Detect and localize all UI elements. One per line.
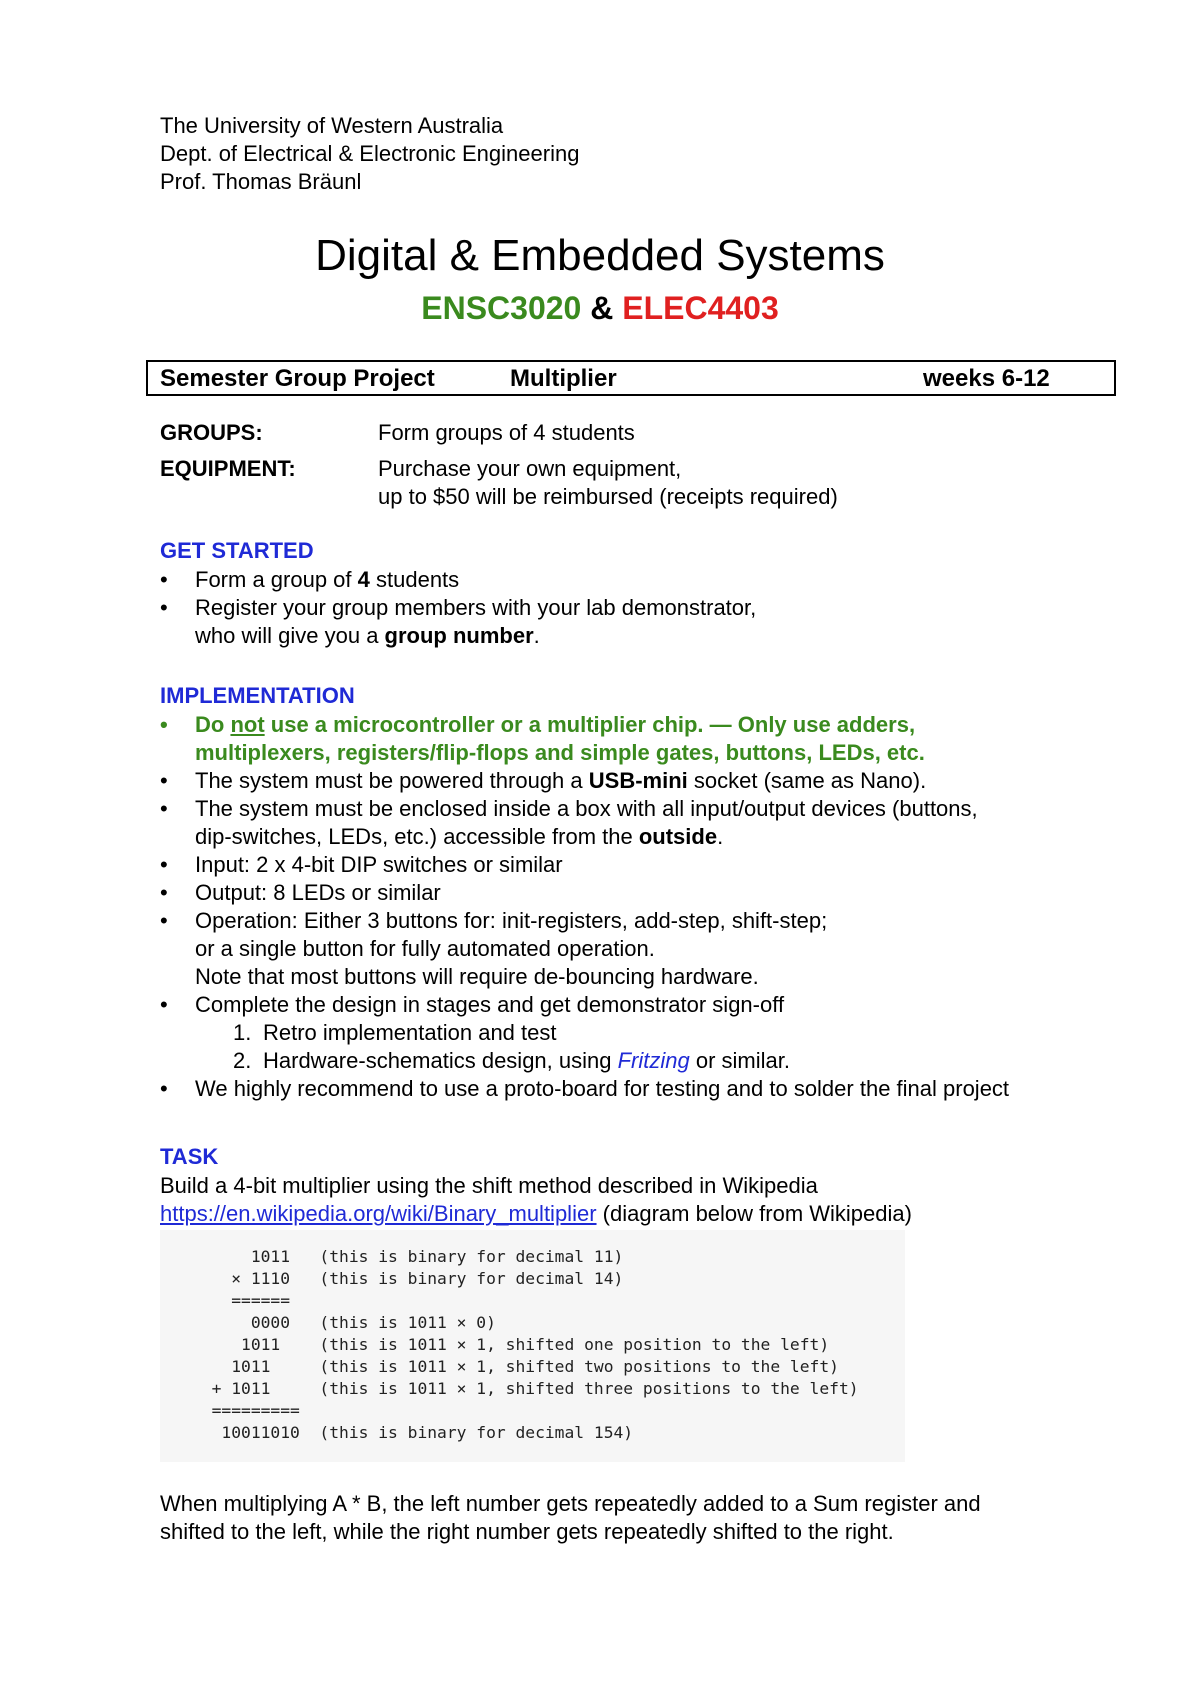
unit-codes [0,288,1200,328]
code-line: ========= [192,1401,300,1420]
get-started-list [160,566,1120,650]
code-line: + 1011 (this is 1011 × 1, shifted three positions to the left) [192,1379,859,1398]
groups-label: GROUPS: [160,420,263,445]
project-label: Semester Group Project [160,365,435,392]
unit-code-separator: & [590,290,614,326]
list-item: • Output: 8 LEDs or similar [160,879,1120,907]
code-diagram [160,1230,905,1462]
department-name: Dept. of Electrical & Electronic Engineering [160,141,580,166]
page-title: Digital & Embedded Systems [315,231,885,280]
binary-multiplication-diagram [192,1246,859,1444]
list-item: • We highly recommend to use a proto-board for testing and to solder the final project [160,1075,1120,1103]
equipment-value [378,455,838,511]
groups-value: Form groups of 4 students [378,420,635,445]
code-line: ====== [192,1291,291,1310]
list-item: • Operation: Either 3 buttons for: init-registers, add-step, shift-step; or a single button for fully automated operation. Note that most buttons will require de-bouncing hardware. [160,907,1120,991]
implementation-list [160,711,1120,1103]
list-item: • Register your group members with your lab demonstrator, who will give you a group number. [160,594,1120,650]
project-banner [146,360,1116,396]
task-link-line: https://en.wikipedia.org/wiki/Binary_multiplier (diagram below from Wikipedia) [160,1201,912,1226]
list-item: • Complete the design in stages and get demonstrator sign-off 1. Retro implementation and test 2. Hardware-schematics design, using Fritzing or similar. [160,991,1120,1075]
university-name: The University of Western Australia [160,113,504,138]
list-item: • Input: 2 x 4-bit DIP switches or similar [160,851,1120,879]
sub-list [195,1019,1120,1075]
code-line: 10011010 (this is binary for decimal 154) [192,1423,634,1442]
unit-code-elec: ELEC4403 [622,290,779,326]
professor-name: Prof. Thomas Bräunl [160,169,362,194]
code-line: 1011 (this is binary for decimal 11) [192,1247,624,1266]
project-name: Multiplier [510,365,617,392]
code-line: 1011 (this is 1011 × 1, shifted two positions to the left) [192,1357,839,1376]
sub-list-item: 1. Retro implementation and test [233,1020,557,1045]
equipment-line-2: up to $50 will be reimbursed (receipts required) [378,484,838,509]
list-item: • The system must be enclosed inside a box with all input/output devices (buttons, dip-switches, LEDs, etc.) accessible from the outside. [160,795,1120,851]
task-heading: TASK [160,1144,219,1169]
list-item: • The system must be powered through a USB-mini socket (same as Nano). [160,767,1120,795]
task-description: Build a 4-bit multiplier using the shift method described in Wikipedia [160,1173,818,1198]
code-line: 1011 (this is 1011 × 1, shifted one position to the left) [192,1335,830,1354]
implementation-heading: IMPLEMENTATION [160,683,355,708]
equipment-label: EQUIPMENT: [160,456,296,481]
list-item: • Do not use a microcontroller or a multiplier chip. — Only use adders, multiplexers, registers/flip-flops and simple gates, buttons, LEDs, etc. [160,711,1120,767]
unit-code-ensc: ENSC3020 [421,290,582,326]
task-paragraph: When multiplying A * B, the left number gets repeatedly added to a Sum register and shifted to the left, while the right number gets repeatedly shifted to the right. [160,1491,981,1544]
institution-header [160,112,579,196]
code-line: × 1110 (this is binary for decimal 14) [192,1269,624,1288]
wikipedia-link[interactable]: https://en.wikipedia.org/wiki/Binary_multiplier [160,1201,597,1226]
project-weeks: weeks 6-12 [923,365,1050,392]
list-item: • Form a group of 4 students [160,566,1120,594]
equipment-line-1: Purchase your own equipment, [378,456,682,481]
sub-list-item: 2. Hardware-schematics design, using Fritzing or similar. [233,1048,790,1073]
get-started-heading: GET STARTED [160,538,314,563]
fritzing-link[interactable]: Fritzing [617,1048,690,1073]
code-line: 0000 (this is 1011 × 0) [192,1313,496,1332]
